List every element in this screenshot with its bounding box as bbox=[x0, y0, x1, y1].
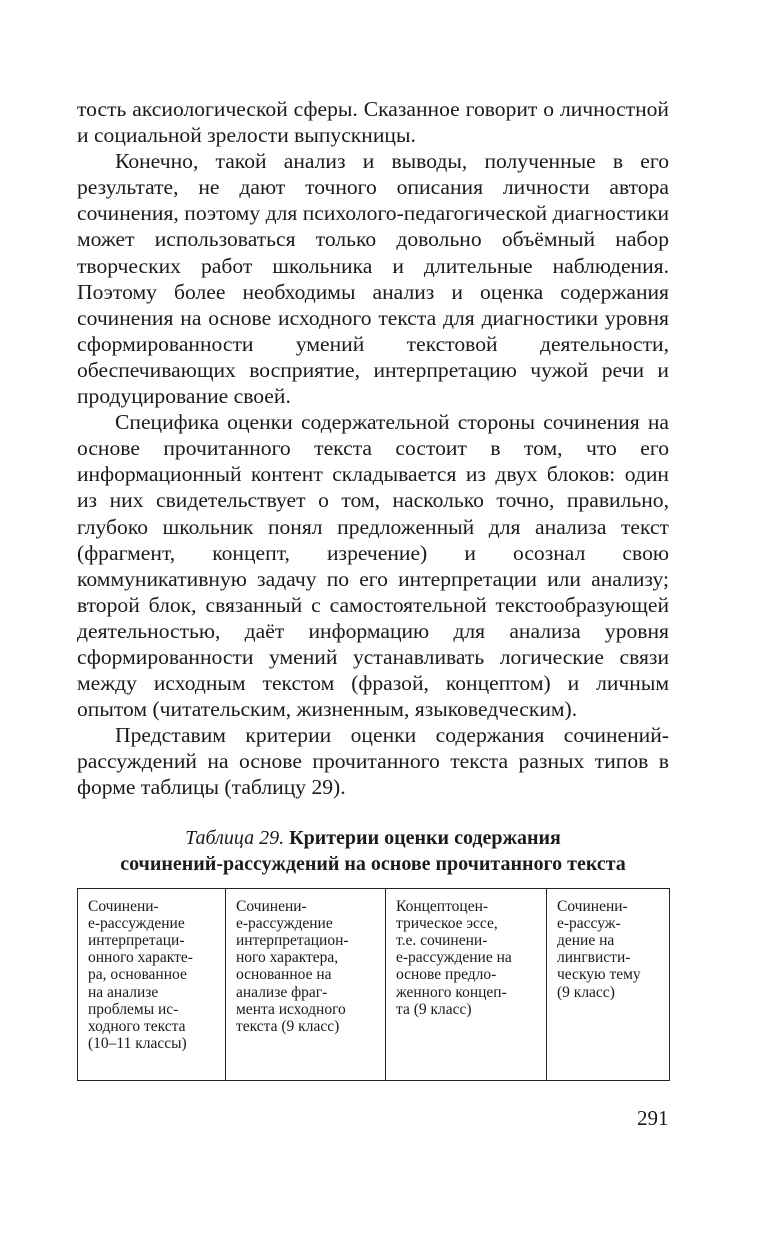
criteria-table bbox=[77, 888, 670, 1081]
paragraph-criteria-intro: Представим критерии оценки содержания сочинений-рассуждений на основе прочитанного текста разных типов в форме таблицы (таблицу 29). bbox=[77, 723, 669, 800]
table-caption-title-line2: сочинений-рассуждений на основе прочитанного текста bbox=[120, 852, 626, 875]
table-caption bbox=[77, 825, 669, 877]
table-header-row bbox=[78, 888, 670, 1080]
table-caption-title-line1: Критерии оценки содержания bbox=[289, 826, 561, 849]
table-header-cell-linguistic-topic: Сочинени- е-рассуж- дение на лингвисти- ческую тему (9 класс) bbox=[547, 888, 670, 1080]
table-header-cell-interpretive-fragment: Сочинени- е-рассуждение интерпретацион- ного характера, основанное на анализе фраг- мента исходного текста (9 класс) bbox=[226, 888, 386, 1080]
table-header-cell-interpretive-problem: Сочинени- е-рассуждение интерпретаци- онного характе- ра, основанное на анализе проблемы ис- ходного текста (10–11 классы) bbox=[78, 888, 226, 1080]
page-number: 291 bbox=[637, 1106, 669, 1130]
paragraph-analysis-conclusions: Конечно, такой анализ и выводы, полученные в его результате, не дают точного описания личности автора сочинения, поэтому для психолого-педагогической диагностики может использоваться только довольно объёмный набор творческих работ школьника и длительные наблюдения. Поэтому более необходимы анализ и оценка содержания сочинения на основе исходного текста для диагностики уровня сформированности умений текстовой деятельности, обеспечивающих восприятие, интерпретацию чужой речи и продуцирование своей. bbox=[77, 149, 669, 409]
table-header-cell-concept-essay: Концептоцен- трическое эссе, т.е. сочинени- е-рассуждение на основе предло- женного концеп- та (9 класс) bbox=[386, 888, 547, 1080]
page-content bbox=[77, 96, 669, 1081]
paragraph-evaluation-specifics: Специфика оценки содержательной стороны сочинения на основе прочитанного текста состоит в том, что его информационный контент складывается из двух блоков: один из них свидетельствует о том, насколько точно, правильно, глубоко школьник понял предложенный для анализа текст (фрагмент, концепт, изречение) и осознал свою коммуникативную задачу по его интерпретации или анализу; второй блок, связанный с самостоятельной текстообразующей деятельностью, даёт информацию для анализа уровня сформированности умений устанавливать логические связи между исходным текстом (фразой, концептом) и личным опытом (читательским, жизненным, языковедческим). bbox=[77, 410, 669, 722]
table-caption-label: Таблица 29. bbox=[185, 826, 285, 849]
paragraph-continuation: тость аксиологической сферы. Сказанное говорит о личностной и социальной зрелости выпускницы. bbox=[77, 97, 669, 148]
